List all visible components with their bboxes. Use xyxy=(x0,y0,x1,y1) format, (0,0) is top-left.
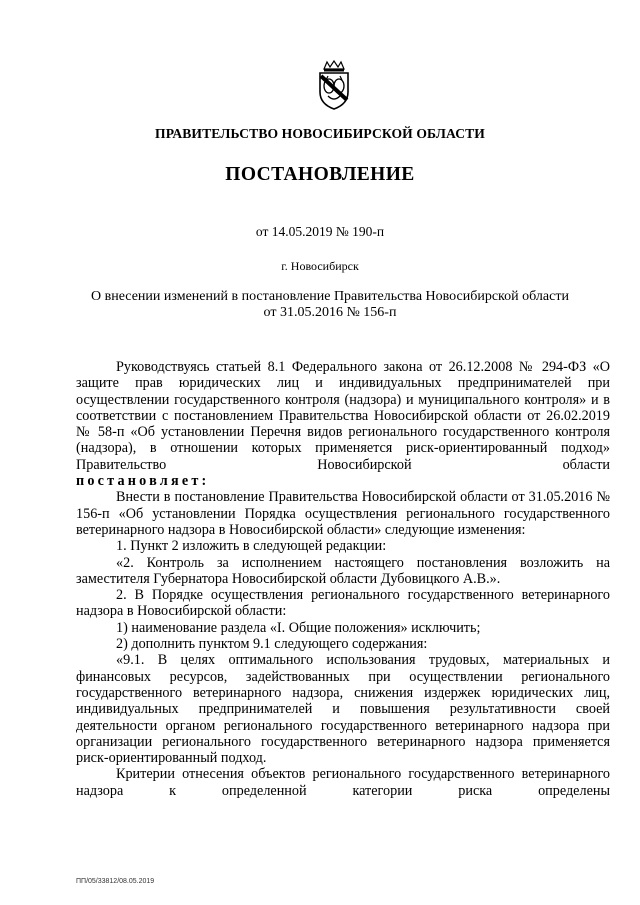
organization-name: ПРАВИТЕЛЬСТВО НОВОСИБИРСКОЙ ОБЛАСТИ xyxy=(155,126,485,141)
paragraph-item-1: 1. Пункт 2 изложить в следующей редакции: xyxy=(116,538,387,555)
document-date-number: от 14.05.2019 № 190-п xyxy=(255,224,385,239)
document-footer-code: ПП/05/33812/08.05.2019 xyxy=(76,878,155,885)
document-subject xyxy=(60,289,600,321)
paragraph-subitem-2: 2) дополнить пунктом 9.1 следующего содержания: xyxy=(116,636,428,653)
preamble-text: Руководствуясь статьей 8.1 Федерального закона от 26.12.2008 № 294-ФЗ «О защите прав юридических лиц и индивидуальных предпринимателей при осуществлении государственного контроля (надзора) и муниципального контроля» и в соответствии с постановлением Правительства Новосибирской области от 26.02.2019 № 58-п «Об установлении Перечня видов регионального государственного контроля (надзора), в отношении которых применяется риск-ориентированный подход» Правительство Новосибирской области xyxy=(76,359,610,473)
document-type: ПОСТАНОВЛЕНИЕ xyxy=(225,164,415,185)
paragraph-resolves xyxy=(76,473,610,489)
paragraph-amend: Внести в постановление Правительства Новосибирской области от 31.05.2016 № 156-п «Об установлении Порядка осуществления регионального государственного ветеринарного надзора в Новосибирской области» следующие изменения: xyxy=(76,489,610,538)
paragraph-item-2: 2. В Порядке осуществления регионального государственного ветеринарного надзора в Новосибирской области: xyxy=(76,587,610,620)
subject-line-2: от 31.05.2016 № 156-п xyxy=(263,305,397,320)
document-body xyxy=(76,359,610,799)
paragraph-preamble xyxy=(76,359,610,473)
paragraph-item-9-1: «9.1. В целях оптимального использования трудовых, материальных и финансовых ресурсов, задействованных при осуществлении регионального государственного ветеринарного надзора, снижения издержек юридических лиц, индивидуальных предпринимателей и повышения результативности своей деятельности органом регионального государственного ветеринарного надзора при организации регионального государственного ветеринарного надзора применяется риск-ориентированный подход. xyxy=(76,652,610,767)
subject-line-1: О внесении изменений в постановление Правительства Новосибирской области xyxy=(91,289,569,304)
paragraph-item-1-text: «2. Контроль за исполнением настоящего постановления возложить на заместителя Губернатора Новосибирской области Дубовицкого А.В.». xyxy=(76,554,610,587)
paragraph-criteria: Критерии отнесения объектов регионального государственного ветеринарного надзора к определенной категории риска определены xyxy=(76,766,610,799)
coat-of-arms-icon xyxy=(316,60,352,110)
resolves-word: постановляет: xyxy=(76,473,210,490)
document-city: г. Новосибирск xyxy=(281,259,359,273)
paragraph-subitem-1: 1) наименование раздела «I. Общие положения» исключить; xyxy=(116,619,481,636)
